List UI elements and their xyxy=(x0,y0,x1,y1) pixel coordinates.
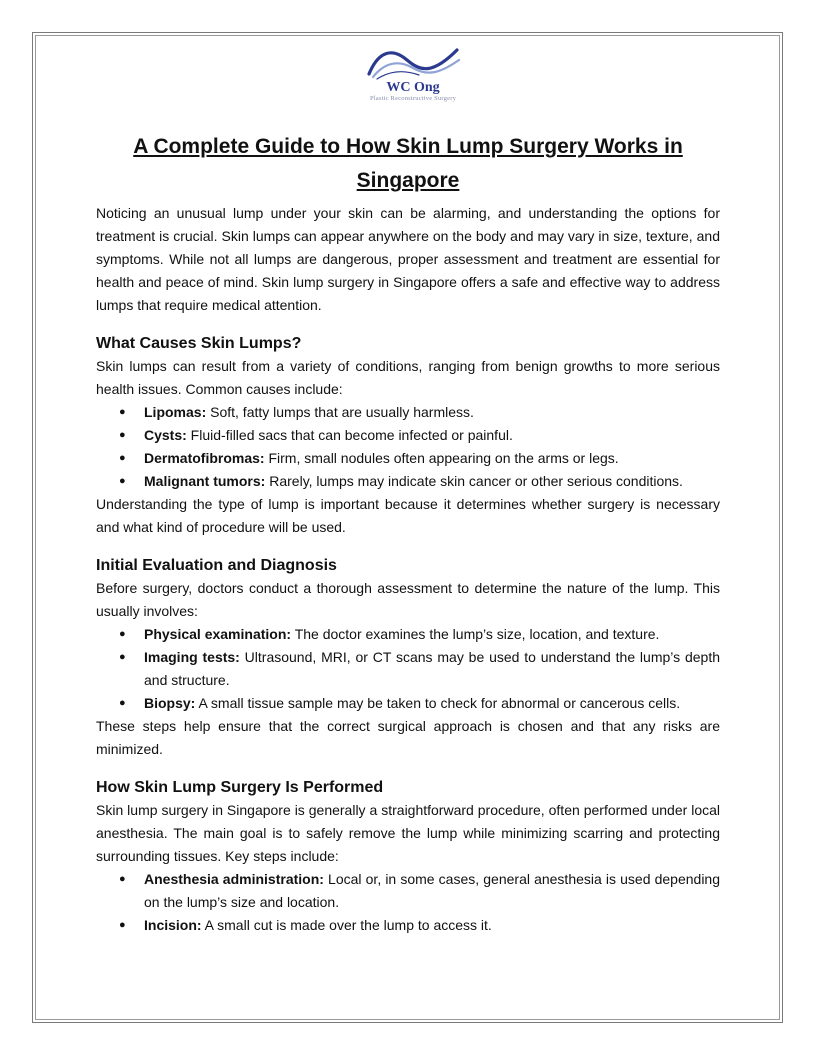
list-item-text: The doctor examines the lump’s size, location, and texture. xyxy=(291,626,660,642)
clinic-logo xyxy=(356,44,470,116)
section-heading: How Skin Lump Surgery Is Performed xyxy=(96,779,384,796)
list-item-text: Local or, in some cases, general anesthesia is used depending on the lump’s size and location. xyxy=(144,871,721,910)
list-item-term: Dermatofibromas: xyxy=(144,450,265,466)
section-lead: Skin lump surgery in Singapore is generally a straightforward procedure, often performed under local anesthesia. The main goal is to safely remove the lump while minimizing scarring and protecting surrounding tissues. Key steps include: xyxy=(96,802,720,864)
list-item-term: Incision: xyxy=(144,917,202,933)
list-item-text: A small tissue sample may be taken to check for abnormal or cancerous cells. xyxy=(195,695,681,711)
section-heading: What Causes Skin Lumps? xyxy=(96,335,302,352)
list-item-term: Imaging tests: xyxy=(144,649,240,665)
list-item-text: Fluid-filled sacs that can become infected or painful. xyxy=(186,427,513,443)
section-causes xyxy=(96,333,720,539)
list-item-text: Soft, fatty lumps that are usually harmless. xyxy=(206,404,474,420)
page-title: A Complete Guide to How Skin Lump Surgery Works in Singapore xyxy=(133,135,683,192)
bullet-list xyxy=(96,868,720,937)
section-lead: Before surgery, doctors conduct a thorough assessment to determine the nature of the lump. This usually involves: xyxy=(96,580,720,619)
bullet-icon: ● xyxy=(119,651,126,663)
list-item xyxy=(119,623,720,646)
bullet-icon: ● xyxy=(119,429,126,441)
list-item-text: Firm, small nodules often appearing on the arms or legs. xyxy=(264,450,619,466)
list-item xyxy=(119,470,720,493)
bullet-list xyxy=(96,623,720,715)
logo-name: WC Ong xyxy=(386,80,440,95)
bullet-icon: ● xyxy=(119,697,126,709)
section-evaluation xyxy=(96,555,720,761)
bullet-icon: ● xyxy=(119,452,126,464)
list-item-text: Ultrasound, MRI, or CT scans may be used to understand the lump’s depth and structure. xyxy=(144,649,720,688)
list-item-term: Lipomas: xyxy=(144,404,207,420)
list-item-term: Cysts: xyxy=(144,427,187,443)
bullet-list xyxy=(96,401,720,493)
section-closing: These steps help ensure that the correct surgical approach is chosen and that any risks are minimized. xyxy=(96,718,720,757)
bullet-icon: ● xyxy=(119,873,126,885)
list-item xyxy=(119,447,720,470)
list-item-term: Physical examination: xyxy=(144,626,292,642)
wave-logo-icon xyxy=(363,44,463,82)
list-item-text: A small cut is made over the lump to access it. xyxy=(201,917,492,933)
list-item xyxy=(119,646,720,692)
section-procedure xyxy=(96,777,720,937)
list-item xyxy=(119,868,721,914)
section-heading: Initial Evaluation and Diagnosis xyxy=(96,557,337,574)
intro-paragraph: Noticing an unusual lump under your skin can be alarming, and understanding the options for treatment is crucial. Skin lumps can appear anywhere on the body and may vary in size, texture, and symptoms. While not all lumps are dangerous, proper assessment and treatment are essential for health and peace of mind. Skin lump surgery in Singapore offers a safe and effective way to address lumps that require medical attention. xyxy=(96,205,720,313)
list-item-term: Anesthesia administration: xyxy=(144,871,324,887)
list-item xyxy=(119,401,720,424)
list-item xyxy=(119,692,720,715)
bullet-icon: ● xyxy=(119,406,126,418)
section-closing: Understanding the type of lump is important because it determines whether surgery is necessary and what kind of procedure will be used. xyxy=(96,496,720,535)
bullet-icon: ● xyxy=(119,475,126,487)
list-item xyxy=(119,914,720,937)
list-item-term: Biopsy: xyxy=(144,695,196,711)
logo-tagline: Plastic Reconstructive Surgery xyxy=(369,95,457,102)
bullet-icon: ● xyxy=(119,628,126,640)
list-item xyxy=(119,424,720,447)
list-item-text: Rarely, lumps may indicate skin cancer or other serious conditions. xyxy=(265,473,683,489)
document-body xyxy=(96,130,720,937)
list-item-term: Malignant tumors: xyxy=(144,473,266,489)
bullet-icon: ● xyxy=(119,919,126,931)
section-lead: Skin lumps can result from a variety of conditions, ranging from benign growths to more serious health issues. Common causes include: xyxy=(96,358,720,397)
